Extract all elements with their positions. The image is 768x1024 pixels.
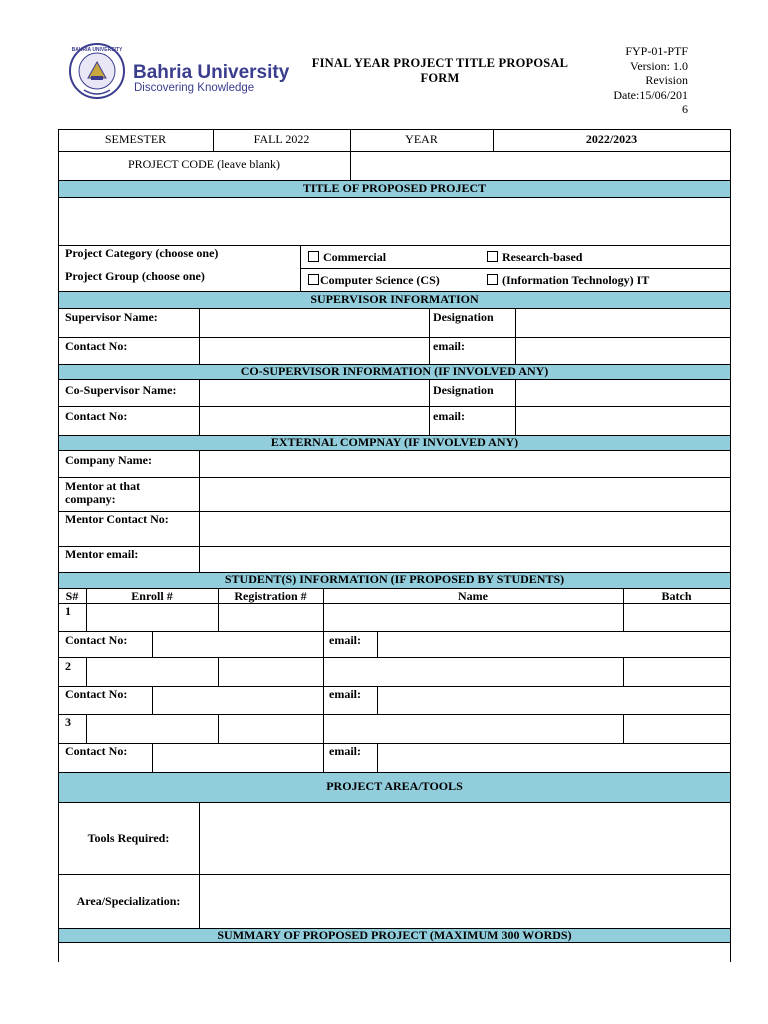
tools-required-label: Tools Required:	[87, 831, 170, 845]
project-group-label: Project Group (choose one)	[65, 269, 205, 283]
supervisor-contact-label: Contact No:	[65, 339, 128, 353]
project-category-label: Project Category (choose one)	[65, 246, 219, 260]
col-sno: S#	[65, 589, 79, 603]
meta-date-cont: 6	[682, 102, 688, 116]
student-row-number: 2	[65, 659, 71, 673]
option-commercial[interactable]	[308, 251, 386, 264]
col-enroll: Enroll #	[131, 589, 173, 603]
student-email-label: email:	[329, 687, 361, 701]
option-research-label: Research-based	[502, 250, 583, 264]
mentor-contact-label: Mentor Contact No:	[65, 512, 169, 526]
checkbox-icon[interactable]	[487, 251, 498, 262]
section-area-header: PROJECT AREA/TOOLS	[326, 779, 463, 793]
meta-revision: Revision	[645, 73, 688, 87]
tools-required-field[interactable]	[201, 804, 729, 872]
option-it-label: (Information Technology) IT	[502, 273, 650, 287]
cosupervisor-designation-label: Designation	[433, 383, 494, 397]
cosupervisor-email-label: email:	[433, 409, 465, 423]
form-title	[300, 56, 580, 86]
company-name-label: Company Name:	[65, 453, 152, 467]
project-title-field[interactable]	[60, 199, 729, 243]
section-students-header: STUDENT(S) INFORMATION (IF PROPOSED BY STUDENTS)	[224, 572, 565, 586]
option-commercial-label: Commercial	[323, 250, 387, 264]
section-external-header: EXTERNAL COMPNAY (IF INVOLVED ANY)	[270, 435, 519, 449]
student-row-number: 1	[65, 604, 71, 618]
student-contact-label: Contact No:	[65, 633, 128, 647]
col-batch: Batch	[661, 589, 692, 603]
area-specialization-field[interactable]	[201, 876, 729, 926]
section-cosupervisor-header: CO-SUPERVISOR INFORMATION (IF INVOLVED ANY)	[240, 364, 549, 378]
semester-value: FALL 2022	[253, 132, 310, 146]
col-registration: Registration #	[234, 589, 307, 603]
checkbox-icon[interactable]	[308, 251, 319, 262]
form-title-line2: FORM	[420, 71, 460, 85]
student-contact-label: Contact No:	[65, 687, 128, 701]
form-title-line1: FINAL YEAR PROJECT TITLE PROPOSAL	[311, 56, 569, 70]
checkbox-icon[interactable]	[487, 274, 498, 285]
section-summary-header: SUMMARY OF PROPOSED PROJECT (MAXIMUM 300 WORDS)	[217, 928, 572, 942]
student-email-label: email:	[329, 744, 361, 758]
form-meta	[596, 44, 688, 117]
area-specialization-label: Area/Specialization:	[76, 894, 181, 908]
cosupervisor-name-label: Co-Supervisor Name:	[65, 383, 177, 397]
student-email-label: email:	[329, 633, 361, 647]
mentor-email-label: Mentor email:	[65, 547, 139, 561]
project-code-label: PROJECT CODE (leave blank)	[127, 157, 281, 171]
project-code-field[interactable]	[352, 153, 728, 178]
semester-label: SEMESTER	[104, 132, 167, 146]
mentor-label-line2: company:	[65, 492, 116, 506]
mentor-label-line1: Mentor at that	[65, 479, 141, 493]
student-row-number: 3	[65, 715, 71, 729]
option-research[interactable]	[487, 251, 582, 264]
summary-field[interactable]	[60, 944, 729, 962]
col-name: Name	[458, 589, 488, 603]
university-seal-icon	[64, 40, 134, 102]
option-cs[interactable]	[308, 274, 440, 287]
option-it[interactable]	[487, 274, 649, 287]
meta-date: Date:15/06/201	[613, 87, 688, 102]
section-supervisor-header: SUPERVISOR INFORMATION	[310, 292, 479, 306]
cosupervisor-contact-label: Contact No:	[65, 409, 128, 423]
student-contact-label: Contact No:	[65, 744, 128, 758]
svg-text:BAHRIA UNIVERSITY: BAHRIA UNIVERSITY	[71, 47, 123, 53]
meta-version: Version: 1.0	[630, 58, 688, 73]
supervisor-name-label: Supervisor Name:	[65, 310, 158, 324]
year-label: YEAR	[405, 132, 438, 146]
supervisor-email-label: email:	[433, 339, 465, 353]
year-value: 2022/2023	[585, 132, 638, 146]
university-tagline: Discovering Knowledge	[134, 82, 255, 94]
supervisor-designation-label: Designation	[433, 310, 494, 324]
option-cs-label: Computer Science (CS)	[320, 273, 440, 287]
section-title-header: TITLE OF PROPOSED PROJECT	[302, 181, 487, 195]
mentor-label	[65, 480, 140, 506]
meta-code: FYP-01-PTF	[625, 44, 688, 58]
checkbox-icon[interactable]	[308, 274, 319, 285]
university-name: Bahria University	[133, 62, 290, 83]
